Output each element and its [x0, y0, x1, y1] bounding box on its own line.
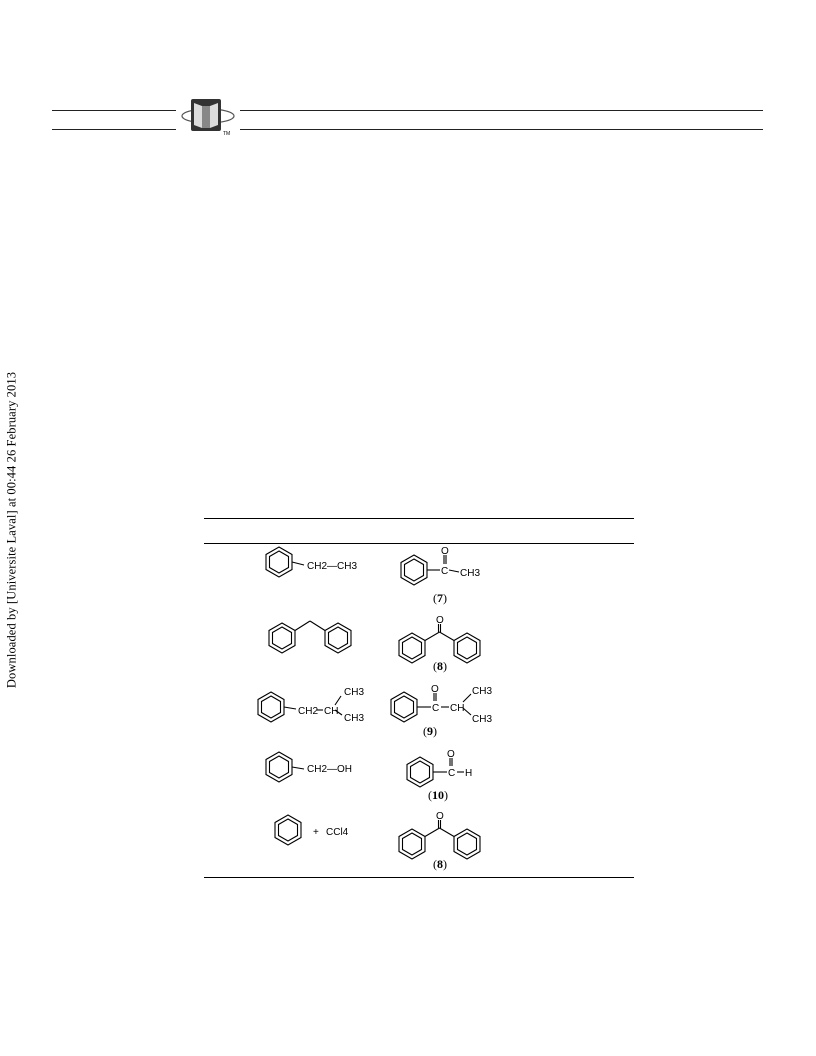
carbonyl-oxygen: O — [431, 684, 439, 695]
carbonyl-oxygen: O — [436, 811, 444, 822]
trademark-mark: TM — [223, 131, 231, 137]
substrate-diphenylmethane — [265, 614, 360, 654]
substrate-ethylbenzene — [262, 546, 372, 580]
table-header-rule — [204, 543, 634, 544]
reagent-carbon-tetrachloride — [310, 822, 370, 842]
product-benzophenone — [395, 811, 485, 861]
substrate-benzyl-alcohol — [262, 751, 372, 785]
product-benzophenone — [395, 615, 485, 665]
table-bottom-rule — [204, 877, 634, 878]
header-rule-bottom-right — [240, 129, 763, 130]
reagent-formula: CCl4 — [326, 827, 349, 838]
carbonyl-carbon: C — [448, 768, 456, 779]
table-top-rule — [204, 518, 634, 519]
methyl-label-lower: CH3 — [344, 713, 365, 724]
hydrogen-label: H — [465, 768, 473, 779]
header-rule-top-left — [52, 110, 176, 111]
compound-number-8: (8) — [433, 659, 447, 673]
publisher-logo — [180, 97, 240, 139]
carbonyl-oxygen: O — [436, 615, 444, 626]
methine-label: CH — [450, 703, 465, 714]
plus-sign: + — [313, 827, 319, 838]
methyl-label: CH3 — [460, 568, 481, 579]
carbonyl-carbon: C — [432, 703, 440, 714]
methyl-label-upper: CH3 — [472, 686, 493, 697]
product-acetophenone — [397, 545, 507, 585]
carbonyl-oxygen: O — [441, 546, 449, 557]
carbonyl-oxygen: O — [447, 749, 455, 760]
header-rule-top-right — [240, 110, 763, 111]
compound-number-9: (9) — [423, 724, 437, 738]
download-note: Downloaded by [Universite Laval] at 00:44 26 February 2013 — [4, 371, 19, 689]
methyl-label-lower: CH3 — [472, 714, 493, 725]
product-isobutyrophenone — [387, 684, 497, 724]
carbonyl-carbon: C — [441, 566, 449, 577]
methyl-label-upper: CH3 — [344, 687, 365, 698]
substrate-benzene — [271, 814, 311, 848]
compound-number-10: (10) — [428, 788, 448, 802]
compound-number-8b: (8) — [433, 857, 447, 871]
header-rule-bottom-left — [52, 129, 176, 130]
compound-number-7: (7) — [433, 591, 447, 605]
substrate-formula: CH2—CH3 — [307, 561, 358, 572]
methine-label: CH — [324, 706, 339, 717]
product-benzaldehyde — [403, 749, 493, 789]
substrate-formula: CH2—OH — [307, 764, 353, 775]
methylene-label: CH2 — [298, 706, 319, 717]
substrate-isobutylbenzene — [254, 684, 374, 724]
